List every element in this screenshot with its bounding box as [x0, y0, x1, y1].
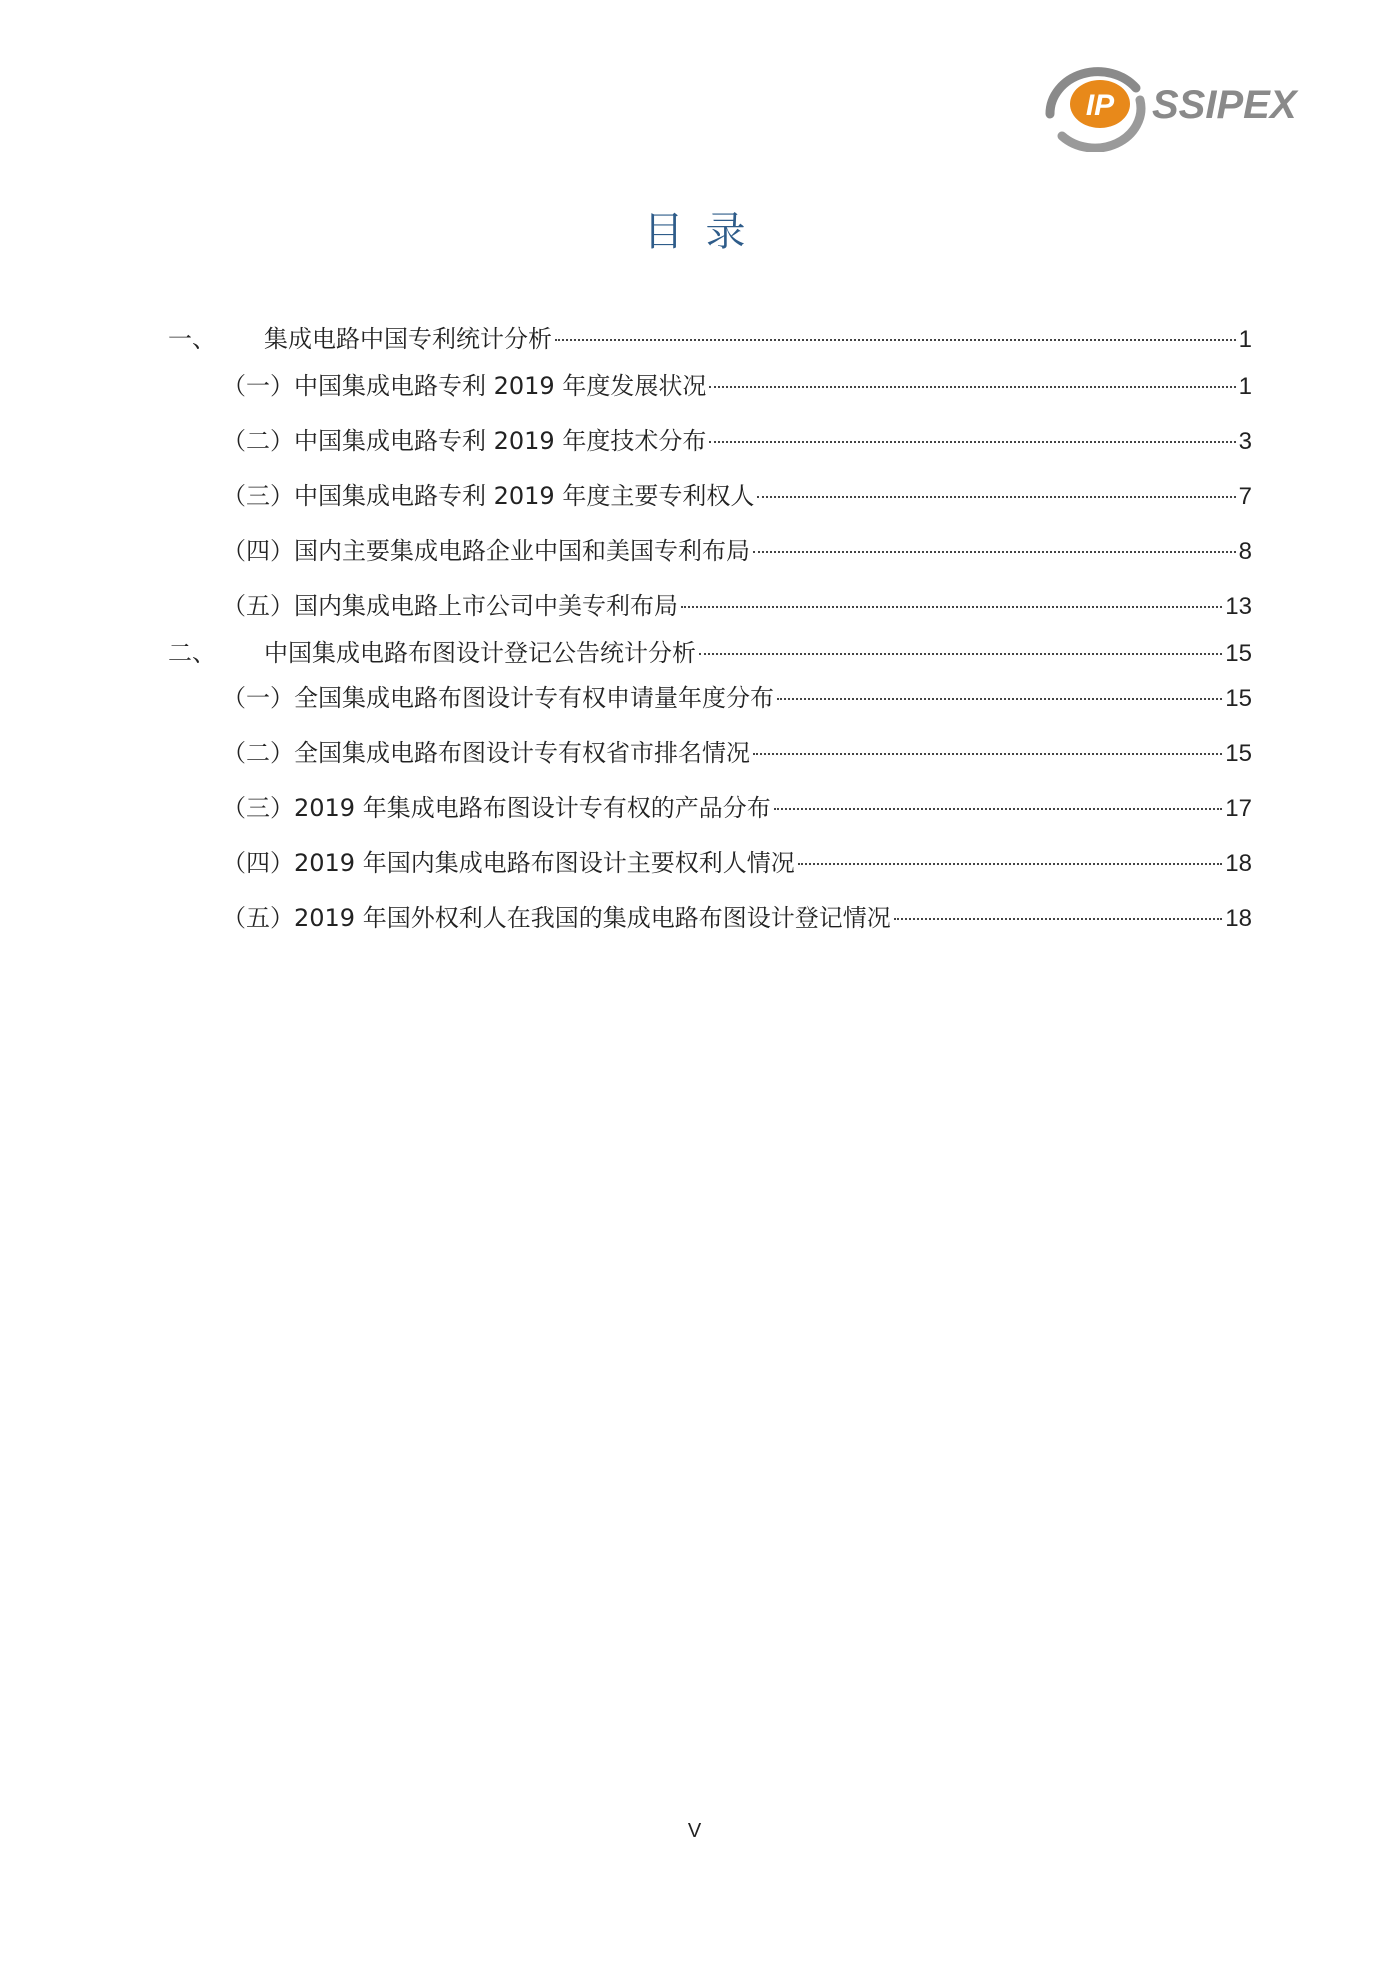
- toc-entry-text: （四）2019 年国内集成电路布图设计主要权利人情况: [222, 849, 795, 877]
- logo-badge-text: IP: [1085, 89, 1115, 122]
- toc-entry[interactable]: [222, 681, 1252, 716]
- dot-leader: [774, 808, 1223, 810]
- toc-entry[interactable]: [222, 901, 1252, 936]
- toc-entry-number: 二、: [168, 639, 216, 667]
- dot-leader: [699, 653, 1222, 655]
- toc-entry-page: 17: [1225, 795, 1252, 822]
- toc-entry-number: 一、: [168, 325, 216, 353]
- toc-entry[interactable]: [222, 791, 1252, 826]
- dot-leader: [894, 918, 1223, 920]
- toc-entry-page: 3: [1238, 428, 1252, 455]
- toc-entry-text: （五）2019 年国外权利人在我国的集成电路布图设计登记情况: [222, 904, 891, 932]
- toc-entry[interactable]: [222, 369, 1252, 404]
- toc-entry-text: 集成电路中国专利统计分析: [264, 325, 552, 353]
- ssipex-logo: [1040, 52, 1320, 152]
- page-number: V: [687, 1820, 702, 1842]
- toc-entry[interactable]: [222, 424, 1252, 459]
- toc-entry-page: 13: [1225, 593, 1252, 620]
- toc-entry-text: （一）中国集成电路专利 2019 年度发展状况: [222, 372, 707, 400]
- toc-title: 目录: [643, 209, 768, 255]
- dot-leader: [753, 551, 1236, 553]
- toc-entry[interactable]: [168, 636, 1252, 671]
- toc-entry-text: （五）国内集成电路上市公司中美专利布局: [222, 592, 678, 620]
- toc-entry[interactable]: [222, 479, 1252, 514]
- toc-entry-page: 15: [1225, 640, 1252, 667]
- toc-entry-text: （四）国内主要集成电路企业中国和美国专利布局: [222, 537, 750, 565]
- dot-leader: [798, 863, 1223, 865]
- toc-entry-page: 1: [1238, 373, 1252, 400]
- toc-entry-page: 7: [1238, 483, 1252, 510]
- dot-leader: [555, 339, 1236, 341]
- dot-leader: [709, 441, 1235, 443]
- dot-leader: [709, 386, 1235, 388]
- dot-leader: [753, 753, 1222, 755]
- toc-entry-page: 15: [1225, 740, 1252, 767]
- toc-entry[interactable]: [222, 736, 1252, 771]
- toc-entry-page: 15: [1225, 685, 1252, 712]
- toc-entry-text: （三）中国集成电路专利 2019 年度主要专利权人: [222, 482, 755, 510]
- logo-brand-text: SSIPEX: [1152, 83, 1297, 127]
- toc-entry-page: 18: [1225, 850, 1252, 877]
- toc-entry[interactable]: [168, 322, 1252, 357]
- toc-entry-text: （三）2019 年集成电路布图设计专有权的产品分布: [222, 794, 771, 822]
- dot-leader: [757, 496, 1235, 498]
- dot-leader: [681, 606, 1222, 608]
- toc-entry-page: 18: [1225, 905, 1252, 932]
- logo-mark: [1040, 52, 1320, 152]
- toc-entry[interactable]: [222, 589, 1252, 624]
- toc-entry-text: （二）中国集成电路专利 2019 年度技术分布: [222, 427, 707, 455]
- toc-entry-text: （一）全国集成电路布图设计专有权申请量年度分布: [222, 684, 774, 712]
- toc-entry-text: （二）全国集成电路布图设计专有权省市排名情况: [222, 739, 750, 767]
- toc-entry-page: 8: [1238, 538, 1252, 565]
- toc-entry-text: 中国集成电路布图设计登记公告统计分析: [264, 639, 696, 667]
- toc-entry-page: 1: [1238, 326, 1252, 353]
- toc-entry[interactable]: [222, 534, 1252, 569]
- dot-leader: [777, 698, 1222, 700]
- toc-entry[interactable]: [222, 846, 1252, 881]
